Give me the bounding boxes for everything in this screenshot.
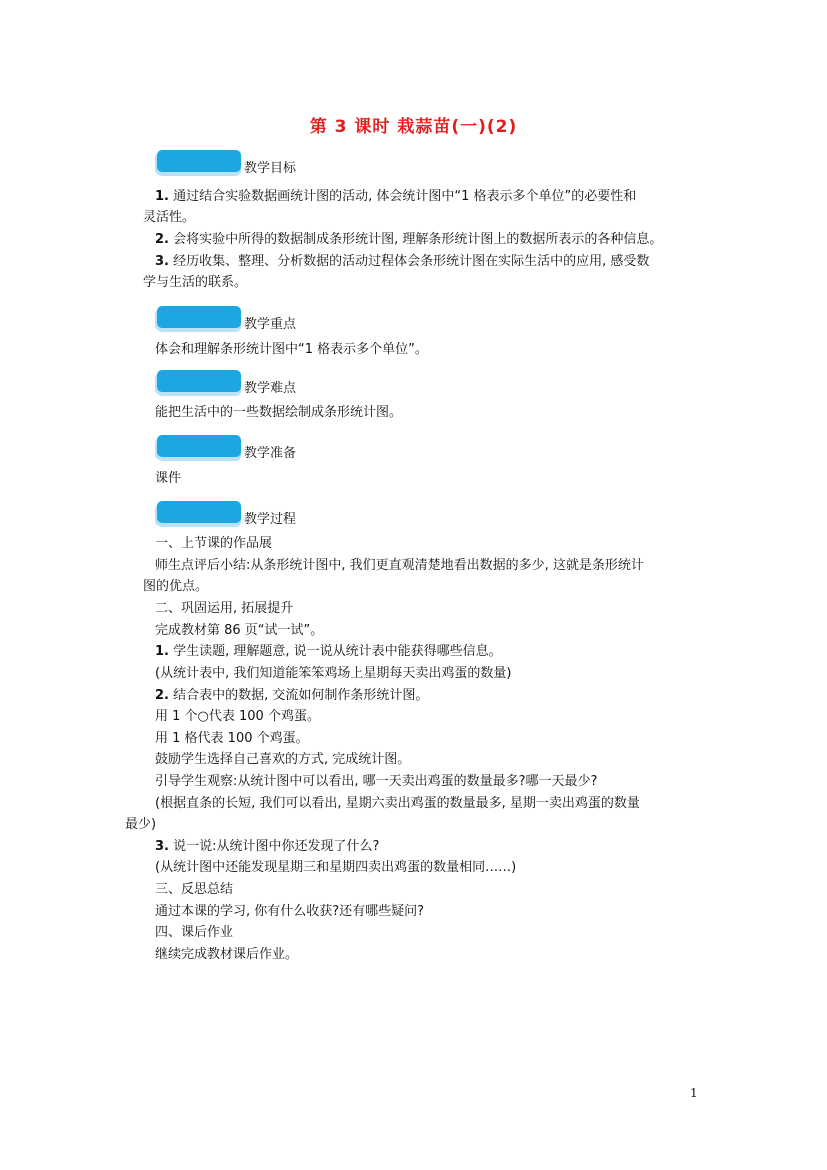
process-line: 继续完成教材课后作业。 [155,947,299,962]
objective-item-3-line-1: 3. 经历收集、整理、分析数据的活动过程体会条形统计图在实际生活中的应用, 感受数 [155,254,650,269]
process-line: 用 1 个○代表 100 个鸡蛋。 [155,709,320,724]
process-line: 一、上节课的作品展 [155,536,273,551]
page-title: 第 3 课时 栽蒜苗(一)(2) [309,117,518,137]
process-line: 最少) [125,817,157,832]
process-line: (根据直条的长短, 我们可以看出, 星期六卖出鸡蛋的数量最多, 星期一卖出鸡蛋的数量 [155,796,640,811]
section-tab-decoration [157,435,241,457]
difficulties-text: 能把生活中的一些数据绘制成条形统计图。 [155,405,403,420]
process-line: 3. 说一说:从统计图中你还发现了什么? [155,839,380,854]
key-points-text: 体会和理解条形统计图中“1 格表示多个单位”。 [155,342,428,357]
process-line: 2. 结合表中的数据, 交流如何制作条形统计图。 [155,688,429,703]
preparation-text: 课件 [155,471,182,486]
objective-item-1-line-2: 灵活性。 [143,210,196,225]
objective-item-2: 2. 会将实验中所得的数据制成条形统计图, 理解条形统计图上的数据所表示的各种信息。 [155,232,663,247]
process-line: 四、课后作业 [155,925,234,940]
process-line: 用 1 格代表 100 个鸡蛋。 [155,731,309,746]
section-heading-label: 教学重点 [244,317,297,332]
section-tab-decoration [157,370,241,392]
section-tab-decoration [157,306,241,328]
section-tab-decoration [157,150,241,172]
process-line: 图的优点。 [143,579,209,594]
process-line: (从统计图中还能发现星期三和星期四卖出鸡蛋的数量相同……) [155,860,517,875]
process-line: 二、巩固运用, 拓展提升 [155,601,294,616]
process-line: 完成教材第 86 页“试一试”。 [155,623,324,638]
section-heading-label: 教学过程 [244,512,297,527]
process-line: 1. 学生读题, 理解题意, 说一说从统计表中能获得哪些信息。 [155,644,502,659]
page-number: 1 [690,1086,698,1100]
section-heading-label: 教学准备 [244,446,297,461]
process-line: 通过本课的学习, 你有什么收获?还有哪些疑问? [155,904,425,919]
process-line: 引导学生观察:从统计图中可以看出, 哪一天卖出鸡蛋的数量最多?哪一天最少? [155,774,598,789]
process-line: (从统计表中, 我们知道能笨笨鸡场上星期每天卖出鸡蛋的数量) [155,666,512,681]
section-heading-label: 教学难点 [244,381,297,396]
objective-item-1-line-1: 1. 通过结合实验数据画统计图的活动, 体会统计图中“1 格表示多个单位”的必要性和 [155,189,637,204]
objective-item-3-line-2: 学与生活的联系。 [143,275,248,290]
process-line: 三、反思总结 [155,882,234,897]
process-line: 鼓励学生选择自己喜欢的方式, 完成统计图。 [155,752,411,767]
process-line: 师生点评后小结:从条形统计图中, 我们更直观清楚地看出数据的多少, 这就是条形统计 [155,558,644,573]
section-heading-label: 教学目标 [244,161,297,176]
section-tab-decoration [157,501,241,523]
